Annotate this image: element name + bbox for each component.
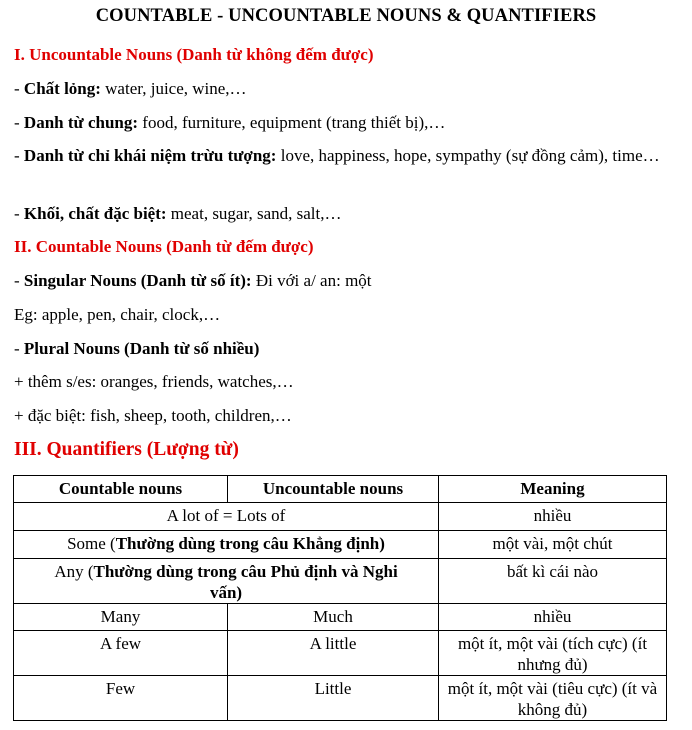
usage-note: Thường dùng trong câu Khẳng định) bbox=[115, 534, 385, 553]
uncountable-cell: Little bbox=[228, 676, 439, 721]
meaning-cell: nhiều bbox=[439, 604, 667, 631]
sub-item: + đặc biệt: fish, sheep, tooth, children,… bbox=[14, 406, 292, 425]
item-text: love, happiness, hope, sympathy (sự đồng cảm), time… bbox=[276, 146, 660, 165]
list-item: - Khối, chất đặc biệt: meat, sugar, sand, salt,… bbox=[14, 204, 342, 223]
item-label: Plural Nouns (Danh từ số nhiều) bbox=[23, 339, 260, 358]
item-label: Chất lỏng: bbox=[23, 79, 101, 98]
meaning-cell: nhiều bbox=[439, 503, 667, 531]
table-row bbox=[14, 676, 667, 721]
item-text: food, furniture, equipment (trang thiết bị),… bbox=[138, 113, 446, 132]
list-item: - Danh từ chung: food, furniture, equipment (trang thiết bị),… bbox=[14, 113, 446, 132]
list-item: - Chất lỏng: water, juice, wine,… bbox=[14, 79, 247, 98]
quantifier-word: Some ( bbox=[67, 534, 116, 553]
countable-cell: A few bbox=[14, 631, 228, 676]
item-text: Đi với a/ an: một bbox=[251, 271, 372, 290]
quantifier-cell bbox=[14, 559, 439, 604]
section-heading-countable: II. Countable Nouns (Danh từ đếm được) bbox=[14, 237, 314, 256]
quantifier-cell bbox=[14, 531, 439, 559]
header-meaning: Meaning bbox=[439, 476, 667, 503]
header-countable: Countable nouns bbox=[14, 476, 228, 503]
table-row bbox=[14, 604, 667, 631]
quantifiers-table bbox=[13, 475, 667, 721]
table-row bbox=[14, 559, 667, 604]
countable-cell: Many bbox=[14, 604, 228, 631]
item-label: Danh từ chỉ khái niệm trừu tượng: bbox=[23, 146, 277, 165]
item-label: Singular Nouns (Danh từ số ít): bbox=[23, 271, 252, 290]
uncountable-cell: A little bbox=[228, 631, 439, 676]
list-item: - Singular Nouns (Danh từ số ít): Đi với a/ an: một bbox=[14, 271, 372, 290]
section-heading-quantifiers: III. Quantifiers (Lượng từ) bbox=[14, 439, 239, 460]
meaning-cell: một vài, một chút bbox=[439, 531, 667, 559]
list-item: - Danh từ chỉ khái niệm trừu tượng: love, happiness, hope, sympathy (sự đồng cảm), time… bbox=[14, 146, 660, 165]
item-label: Danh từ chung: bbox=[23, 113, 139, 132]
list-item: - Plural Nouns (Danh từ số nhiều) bbox=[14, 339, 260, 358]
item-text: meat, sugar, sand, salt,… bbox=[166, 204, 342, 223]
quantifier-word: Any ( bbox=[54, 562, 94, 581]
table-row bbox=[14, 503, 667, 531]
uncountable-cell: Much bbox=[228, 604, 439, 631]
usage-note: Thường dùng trong câu Phủ định và Nghi vấn) bbox=[93, 562, 398, 602]
item-text: water, juice, wine,… bbox=[100, 79, 247, 98]
page-title: COUNTABLE - UNCOUNTABLE NOUNS & QUANTIFIERS bbox=[95, 6, 597, 26]
example-line: Eg: apple, pen, chair, clock,… bbox=[14, 305, 221, 324]
meaning-cell: bất kì cái nào bbox=[439, 559, 667, 604]
table-row bbox=[14, 631, 667, 676]
meaning-cell: một ít, một vài (tích cực) (ít nhưng đủ) bbox=[439, 631, 667, 676]
countable-cell: Few bbox=[14, 676, 228, 721]
header-uncountable: Uncountable nouns bbox=[228, 476, 439, 503]
table-header-row bbox=[14, 476, 667, 503]
meaning-cell: một ít, một vài (tiêu cực) (ít và không đủ) bbox=[439, 676, 667, 721]
quantifier-cell: A lot of = Lots of bbox=[14, 503, 439, 531]
section-heading-uncountable: I. Uncountable Nouns (Danh từ không đếm được) bbox=[14, 45, 374, 64]
sub-item: + thêm s/es: oranges, friends, watches,… bbox=[14, 372, 294, 391]
table-row bbox=[14, 531, 667, 559]
item-label: Khối, chất đặc biệt: bbox=[23, 204, 167, 223]
